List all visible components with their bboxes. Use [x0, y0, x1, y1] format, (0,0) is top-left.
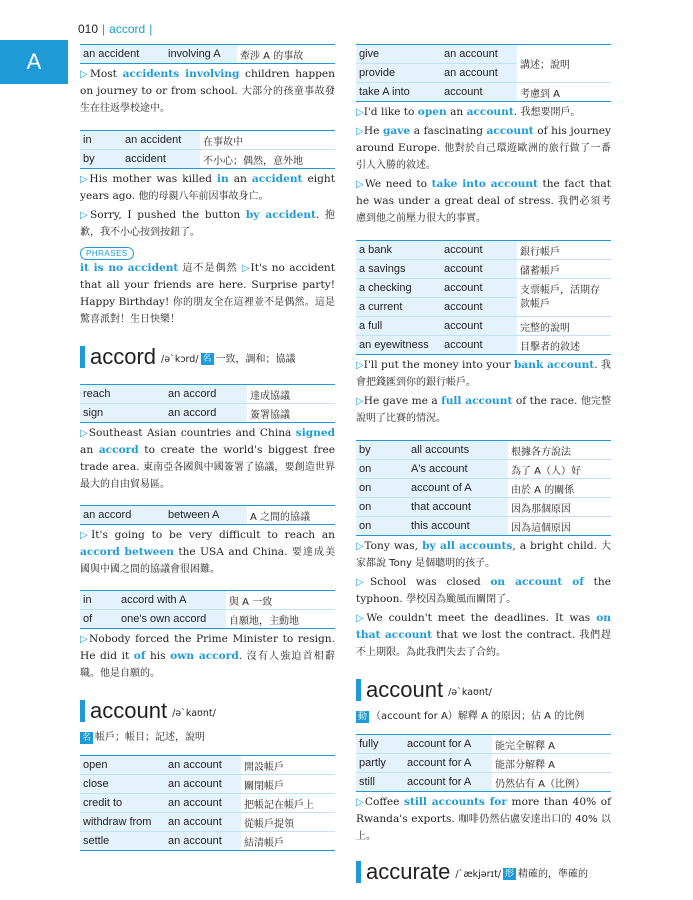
triangle-bullet-icon: ▷ [356, 396, 364, 407]
table-row: provide an account [356, 64, 611, 83]
collocation-table-account-for [356, 734, 611, 792]
collocation-table-accord-between [80, 505, 335, 525]
headword-marker [80, 346, 85, 368]
table-row: by accident 不小心；偶然，意外地 [80, 150, 335, 169]
page-header [78, 22, 156, 36]
page-number: 010 [78, 22, 99, 36]
example-sentence: ▷I'll put the money into your bank account. 我會把錢匯到你的銀行帳戶。 [356, 359, 611, 388]
table-row: sign an accord 簽署協議 [80, 404, 335, 423]
left-column [80, 44, 335, 851]
example-sentence: ▷Southeast Asian countries and China signed an accord to create the world's biggest free trade area. 東南亞各國與中國簽署了協議，要創造世界最大的自由貿易區。 [80, 427, 335, 490]
example-sentence: ▷It's going to be very difficult to reach an accord between the USA and China. 要達成美國與中國之間的協議會很困難。 [80, 529, 336, 575]
example-sentence: ▷Coffee still accounts for more than 40% of Rwanda's exports. 咖啡仍然佔盧安達出口的 40% 以上。 [356, 796, 611, 842]
table-row: still account for A 仍然佔有 A（比例） [356, 773, 611, 792]
example-sentence: ▷He gave a fascinating account of his journey around Europe. 他對於自己環遊歐洲的旅行做了一番引人入勝的敘述。 [356, 125, 612, 171]
table-row: on A's account 為了 A（人）好 [356, 460, 611, 479]
table-row: settle an account 結清帳戶 [80, 832, 335, 851]
table-row: credit to an account 把帳記在帳戶上 [80, 794, 335, 813]
table-row: an accident involving A 牽涉 A 的事故 [80, 45, 335, 64]
example-sentence: ▷We need to take into account the fact that he was under a great deal of stress. 我們必須考慮到他之前壓力很大的事實。 [356, 178, 611, 224]
part-of-speech-badge: 形 [505, 869, 515, 879]
example-sentence: ▷Most accidents involving children happen on journey to or from school. 大部分的孩童事故發生在往返學校途中。 [80, 68, 335, 114]
section-letter-tab [0, 40, 68, 84]
triangle-bullet-icon: ▷ [356, 107, 364, 118]
table-row: withdraw from an account 從帳戶提領 [80, 813, 335, 832]
definition-line: 名 帳戶；帳目；記述，說明 [82, 732, 206, 743]
collocation-table-give-account [356, 44, 611, 102]
table-row: on account of A 由於 A 的關係 [356, 479, 611, 498]
right-column [356, 44, 611, 885]
part-of-speech-badge: 動 [358, 712, 368, 722]
example-sentence: ▷Tony was, by all accounts, a bright child. 大家都說 Tony 是個聰明的孩子。 [356, 540, 611, 569]
part-of-speech-badge: 名 [202, 354, 212, 364]
triangle-bullet-icon: ▷ [356, 126, 364, 137]
table-row: a full account 完整的說明 [356, 317, 611, 336]
example-sentence: ▷He gave me a full account of the race. 他完整說明了比賽的情況。 [356, 395, 611, 424]
triangle-bullet-icon: ▷ [80, 428, 89, 439]
table-row: take A into account 考慮到 A [356, 83, 611, 102]
triangle-bullet-icon: ▷ [356, 613, 367, 624]
collocation-table-accord-verbs [80, 384, 335, 423]
triangle-bullet-icon: ▷ [356, 541, 365, 552]
collocation-table-account-prepositions [356, 440, 611, 536]
headword-marker [356, 679, 361, 701]
collocation-table-accord-prepositions [80, 590, 335, 629]
headword-marker [356, 861, 361, 883]
table-row: a checking account 支票帳戶，活期存款帳戶 [356, 279, 611, 298]
example-sentence: ▷Nobody forced the Prime Minister to resign. He did it of his own accord. 沒有人強迫首相辭職。他是自願的。 [80, 633, 335, 679]
table-row: give an account 講述；說明 [356, 45, 611, 64]
header-separator-2: | [149, 22, 153, 36]
table-row: in accord with A 與 A 一致 [80, 591, 335, 610]
table-row: a current account [356, 298, 611, 317]
headword-marker [80, 700, 85, 722]
table-row: an accord between A A 之間的協議 [80, 506, 335, 525]
table-row: an eyewitness account 目擊者的敘述 [356, 336, 611, 355]
table-row: in an accident 在事故中 [80, 131, 335, 150]
table-row: close an account 關閉帳戶 [80, 775, 335, 794]
section-letter: A [26, 49, 42, 74]
collocation-table-account-types [356, 240, 611, 355]
example-sentence: ▷School was closed on account of the typhoon. 學校因為颱風而關閉了。 [356, 576, 611, 605]
entry-headword-accurate: accurate /`ækjərɪt/ 形 精確的，準確的 [356, 859, 611, 885]
table-row: a savings account 儲蓄帳戶 [356, 260, 611, 279]
running-head: accord [109, 22, 146, 36]
table-row: a bank account 銀行帳戶 [356, 241, 611, 260]
table-row: of one's own accord 自願地，主動地 [80, 610, 335, 629]
triangle-bullet-icon: ▷ [356, 360, 364, 371]
collocation-table-account-verbs [80, 755, 335, 851]
entry-headword-account-noun: account /ə`kaʊnt/ [80, 698, 335, 724]
table-row: reach an accord 達成協議 [80, 385, 335, 404]
table-row: partly account for A 能部分解釋 A [356, 754, 611, 773]
header-separator: | [102, 22, 106, 36]
triangle-bullet-icon: ▷ [356, 179, 365, 190]
triangle-bullet-icon: ▷ [356, 577, 371, 588]
entry-headword-accord: accord /ə`kɔrd/ 名 一致，調和；協議 [80, 344, 335, 370]
triangle-bullet-icon: ▷ [80, 210, 90, 221]
part-of-speech-badge: 名 [82, 733, 92, 743]
phrases-label: PHRASES [80, 247, 134, 260]
table-row: on that account 因為那個原因 [356, 498, 611, 517]
triangle-bullet-icon: ▷ [80, 634, 89, 645]
example-sentence: ▷I'd like to open an account. 我想要開戶。 [356, 106, 581, 118]
example-sentence: ▷His mother was killed in an accident eight years ago. 他的母親八年前因事故身亡。 [80, 173, 336, 202]
definition-line: 動 （account for A）解釋 A 的原因；佔 A 的比例 [358, 711, 585, 722]
table-row: on this account 因為這個原因 [356, 517, 611, 536]
example-sentence: ▷Sorry, I pushed the button by accident. 抱歉，我不小心按到按鈕了。 [80, 209, 335, 238]
collocation-table-accident-involving [80, 44, 335, 64]
triangle-bullet-icon: ▷ [356, 797, 365, 808]
triangle-bullet-icon: ▷ [241, 263, 251, 274]
triangle-bullet-icon: ▷ [80, 530, 92, 541]
table-row: open an account 開設帳戶 [80, 756, 335, 775]
triangle-bullet-icon: ▷ [80, 174, 90, 185]
triangle-bullet-icon: ▷ [80, 69, 90, 80]
phrase-example: it is no accident 這不是偶然 ▷It's no accident that all your friends are here. Surprise party! Happy Birthday! 你的朋友全在這裡並不是偶然。這是驚喜派對！生日快樂！ [80, 262, 336, 325]
table-row: by all accounts 根據各方說法 [356, 441, 611, 460]
example-sentence: ▷We couldn't meet the deadlines. It was on that account that we lost the contract. 我們趕不上期限。為此我們失去了合約。 [356, 612, 612, 658]
entry-headword-account-verb: account /ə`kaʊnt/ [356, 677, 611, 703]
table-row: fully account for A 能完全解釋 A [356, 735, 611, 754]
collocation-table-accident-prepositions [80, 130, 335, 169]
